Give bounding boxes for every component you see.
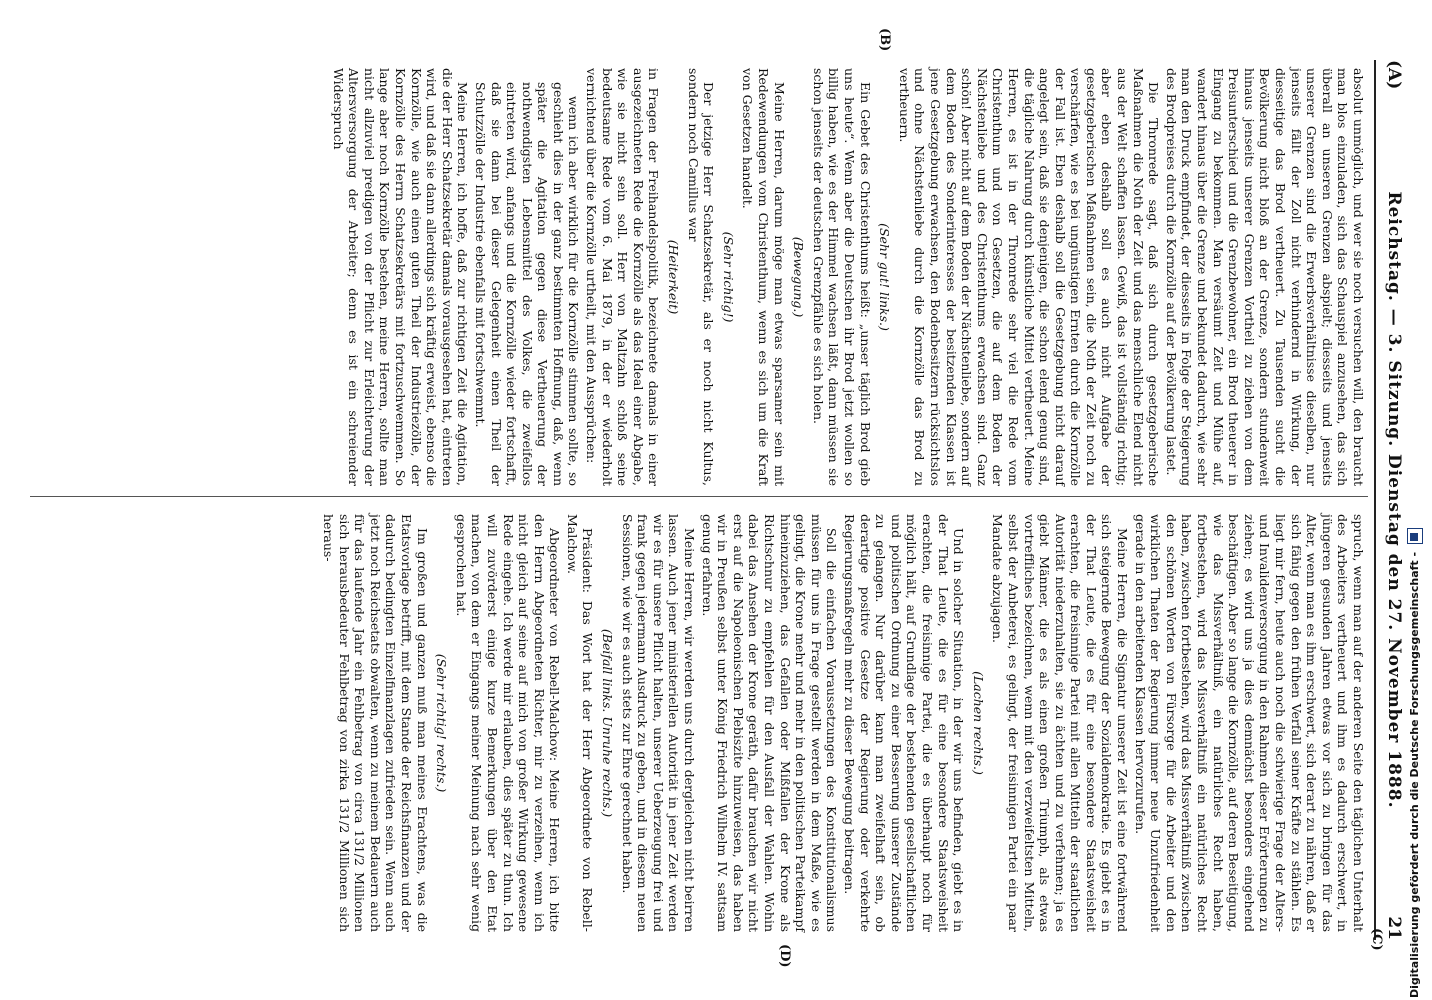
margin-letter-c: (C) (1369, 928, 1384, 951)
page-title: Reichstag. — 3. Sitzung. Dienstag den 27. November 1888. (1384, 191, 1404, 809)
page-number: 21 (1384, 916, 1404, 940)
paragraph: Meine Herren, ich hoffe, daß zur richtigen Zeit die Agitation, die der Herr Schatzsekretär damals vorausgesehen hat, eintreten wird, und daß sie dann allerdings sich kräftig erweist, ebenso die Kornzölle, wie auch einen guten Theil der Industriezölle, der Kornzölle des Herrn Schatzsekretärs mit fortzuschwemmen. So lange aber noch Kornzölle bestehen, meine Herren, sollte man nicht allzuviel predigen von der Pflicht zur Erleichterung der Altersversorgung der Arbeiter; denn es ist ein schreiender Widerspruch (330, 68, 471, 486)
paragraph: Meine Herren, darum möge man etwas sparsamer sein mit Redewendungen vom Christenthum, wenn es sich um die Kraft von Gesetzen handelt. (740, 68, 787, 486)
interjection: (Bewegung.) (791, 236, 807, 318)
interjection: (Sehr gut! links.) (877, 223, 893, 331)
margin-letter-b: (B) (877, 28, 892, 52)
paragraph: Ein Gebet des Christenthums heißt: „unser täglich Brod gieb uns heute“. Wenn aber die Deutschen ihr Brod jetzt wollen so billig haben, wie es der Himmel wachsen läßt, dann müssen sie schon jenseits der deutschen Grenzpfähle es sich holen. (810, 68, 873, 486)
margin-letter-a: (A) (1384, 60, 1404, 90)
header-rule (1374, 60, 1376, 940)
paragraph: absolut unmöglich, und wer sie noch versuchen will, den braucht man blos einzuladen, sich das Schauspiel anzusehen, das sich überall an unseren Grenzen abspielt; diesseits und jenseits unserer Grenzen sind die Erwerbsverhältnisse dieselben, nur jenseits fällt der Zoll nicht verhindernd in Wirkung, der diesseitige das Brod vertheuert. Zu Tausenden sucht die Bevölkerung nicht bloß an der Grenze, sondern stundenweit hinaus jenseits unserer Grenzen Vortheil zu ziehen von dem Preisunterschied und die Grenzbewohner, ein Brod theuerer in Eingang zu bekommen. Man versäumt Zeit und Mühe auf, wandert hinaus über die Grenze und bekundet dadurch, wie sehr man den Druck empfindet, der diesseits in Folge der Steigerung des Brodpreises durch die Kornzölle auf der Bevölkerung lastet. (1163, 68, 1366, 486)
paragraph: Der jetzige Herr Schatzsekretär, als er noch nicht Kultus, sondern noch Camillus war (685, 68, 717, 486)
speaker-speech: Abgeordneter von Rebell-Malchow: Meine Herren, ich bitte den Herrn Abgeordneten Richter, mir zu verzeihen, wenn ich nicht gleich auf seine auf mich von großer Wirkung gewesene Rede eingehe. Ich werde mir erlauben, dies später zu thun. Ich will zuvörderst einige kurze Bemerkungen über den Etat machen, von dem er Eingangs meiner Meinung nach sehr wenig gesprochen hat. (453, 514, 563, 932)
dfg-logo-icon (1407, 528, 1423, 544)
paragraph: in Fragen der Freihandelspolitik, bezeichnete damals in einer ausgezeichneten Rede die Kornzölle als das Ideal einer Abgabe, wie sie nicht sein soll. Herr von Maltzahn schloß seine bedeutsame Rede vom 6. Mai 1879, in der er wiederholt vernichtend über die Kornzölle urtheilt, mit den Aussprüchen: (584, 68, 662, 486)
quotation: wenn ich aber wirklich für die Kornzölle stimmen sollte, so geschieht dies in der ganz bestimmten Hoffnung, daß, wenn später die Agitation gegen diese Vertheuerung der nothwendigsten Lebensmittel des Volkes, die zweifellos eintreten wird, anfangs und die Kornzölle wieder fortschafft, daß sie dann bei dieser Gelegenheit einen Theil der Schutzzölle der Industrie ebenfalls mit fortschwemmt. (472, 82, 582, 486)
left-column (328, 68, 1366, 486)
interjection: (Beifall links. Unruhe rechts.) (600, 628, 616, 818)
margin-letter-d: (D) (777, 944, 792, 968)
interjection: (Lachen rechts.) (970, 671, 986, 775)
paragraph: Meine Herren, wir werden uns durch dergleichen nicht beirren lassen. Auch jener ministeriellen Autorität in jener Zeit werden wir es für unsere Pflicht halten, unserer Ueberzeugung frei und frank gegen jedermann Ausdruck zu geben, und in diesem neuen Sessionen, wie wir es auch stets zur Ehre gerechnet haben. (619, 514, 698, 932)
president-speech: Präsident: Das Wort hat der Herr Abgeordnete von Rebell-Malchow. (564, 514, 596, 932)
paragraph: Soll die einfachen Voraussetzungen des Konstitutionalismus müssen für uns in Frage gestellt werden in dem Maße, wie es gelingt, die Krone mehr und mehr in den politischen Parteikampf hineinzuziehen, das Gefallen oder Mißfallen der Krone als Richtschnur zu empfehlen für den Ausfall der Wahlen. Wohin dabei das Ansehen der Krone geräth, dafür brauchen wir nicht erst auf die Napoleonischen Plebiszite hinzuweisen, das haben wir in Preußen selbst unter König Friedrich Wilhelm IV. sattsam genug erfahren. (699, 514, 840, 932)
paragraph: spruch, wenn man auf der anderen Seite den täglichen Unterhalt des Arbeiters vertheuert und ihm es dadurch erschwert, in jüngeren gesunden Jahren etwas vor sich zu bringen für das Alter, wenn man es ihm erschwert, sich derart zu nähren, daß er sich fähig gegen den frühen Verfall seiner Kräfte zu stählen. Es liegt mir fern, heute auch noch die schwierige Frage der Alters- und Invalidenversorgung in den Rahmen dieser Erörterungen zu ziehen; es wird uns ja dies demnächst besonders eingehend beschäftigen. Aber so lange die Kornzölle, auf deren Beseitigung, wie das Missverhältniß, ein natürliches Recht haben, fortbestehen, wird das Missverhältniß ein natürliches Recht haben, zwischen fortbestehen, wird das Missverhältniß zwischen den schönen Worten von Fürsorge für die Arbeiter und den wirklichen Thaten der Regierung immer neue Unzufriedenheit gerade in den arbeitenden Klassen hervorzurufen. (1132, 514, 1366, 932)
page-header (1380, 60, 1404, 940)
paragraph: Im großen und ganzen muß man meines Erachtens, was die Etatsvorlage betrifft, mit dem Stande der Reichsfinanzen und der dadurch bedingten Einzelfinanzlagen zufrieden sein. Wenn auch jetzt noch Reichsetats obwalten, wenn zu meinem Bedauern auch für das laufende Jahr ein Fehlbetrag von circa 131/2 Millionen sich herausbedeuter Fehlbetrag von zirka 131/2 Millionen sich heraus- (321, 514, 430, 932)
interjection: (Heiterkeit) (666, 239, 682, 315)
interjection: (Sehr richtig! rechts.) (434, 653, 450, 793)
paragraph: Und in solcher Situation, in der wir uns befinden, giebt es in der That Leute, die es für eine besondere Staatsweisheit erachten, die freisinnige Partei, die es überhaupt noch für möglich hält, auf Grundlage der bestehenden gesellschaftlichen und politischen Ordnung zu einer Besserung unserer Zustände zu gelangen. Nur darüber kann man zweifelhaft sein, ob derartige positive Gesetze der Regierung oder verkehrte Regierungsmaßregeln mehr zu dieser Bewegung beitragen. (842, 514, 967, 932)
right-column (318, 514, 1366, 932)
paragraph: Meine Herren, die Signatur unserer Zeit ist eine fortwährend sich steigernde Bewegung der Sozialdemokratie. Es giebt es in der That Leute, die es für eine besondere Staatsweisheit erachten, die freisinnige Partei mit allen Mitteln der staatlichen Autorität niederzuhalten, sie zu ächten und zu verfehmen; ja es giebt Männer, die es als einen großen Triumph, als etwas vortreffliches bezeichnen, wenn mit den verzweifeltsten Mitteln, selbst der Anbeterei, es gelingt, der freisinnigen Partei ein paar Mandate abzujagen. (990, 514, 1131, 932)
paragraph: Die Thronrede sagt, daß sich durch gesetzgeberische Maßnahmen die Noth der Zeit und das menschliche Elend nicht aus der Welt schaffen lassen. Gewiß, das ist vollständig richtig; aber eben deshalb soll es auch nicht Aufgabe der gesetzgeberischen Maßnahmen sein, die Noth der Zeit noch zu verschärfen, wie es bei ungünstigen Ernten durch die Kornzölle der Fall ist. Eben deshalb soll die Gesetzgebung nicht darauf angelegt sein, daß sie denjenigen, die schon elend genug sind, die tägliche Nahrung durch künstliche Mittel vertheuert. Meine Herren, es ist in der Thronrede sehr viel die Rede vom Christenthum und von Gesetzen, die auf dem Boden der Nächstenliebe und des Christenthums erwachsen sind. Ganz schön! Aber nicht auf dem Boden der Nächstenliebe, sondern auf dem Boden des Sonderinteresses der besitzenden Klassen ist jene Gesetzgebung erwachsen, den Bodenbesitzern rücksichtslos und ohne Nächstenliebe durch die Kornzölle das Brod zu vertheuern. (896, 68, 1162, 486)
column-divider (30, 496, 1368, 497)
interjection: (Sehr richtig!) (720, 231, 736, 323)
credit-text: Digitalisierung gefördert durch die Deutsche Forschungsgemeinschaft - (1408, 551, 1421, 998)
digitization-credit (1407, 528, 1423, 998)
